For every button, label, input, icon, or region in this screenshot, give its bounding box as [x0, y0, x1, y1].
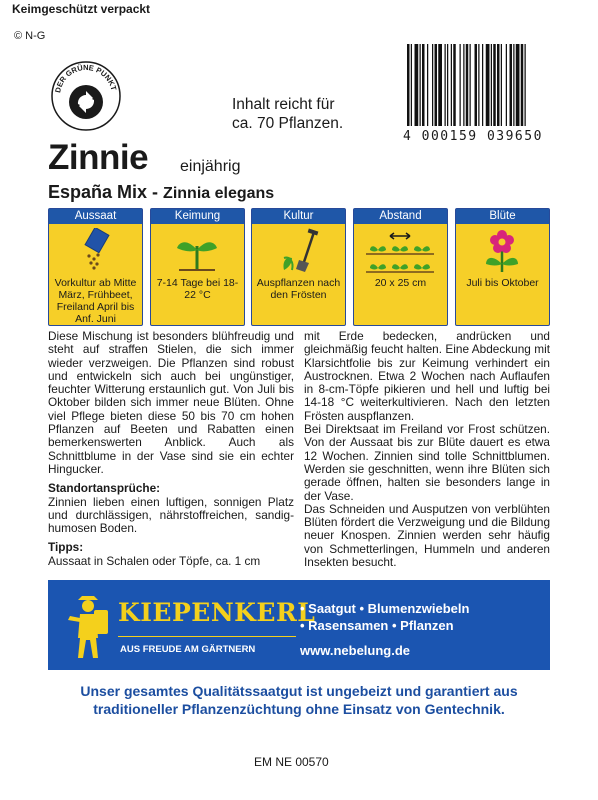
info-box-header: Keimung: [151, 209, 244, 224]
info-boxes: [48, 208, 550, 326]
barcode-bar: [521, 44, 524, 126]
barcode-bar: [497, 44, 500, 126]
info-box-text: Vorkultur ab Mitte März, Frühbeet, Freiland April bis Anf. Juni: [54, 277, 137, 325]
info-box-text: Auspflanzen nach den Frösten: [256, 277, 341, 301]
barcode-bars: [403, 44, 565, 126]
info-box-bluete: [455, 208, 550, 326]
info-box-header: Blüte: [456, 209, 549, 224]
barcode-bar: [475, 44, 478, 126]
barcode-bar: [525, 44, 526, 126]
intro-paragraph: Diese Mischung ist besonders blühfreudig und steht auf straffen Stielen, die sich immer wieder verzweigen. Die Pflanzen sind robust und entwickeln sich auch bei ungünstiger, feuchter Witterung erstaunlich gut. Von Juli bis Oktober bilden sich immer neue Blüten. Ohne viel Pflege bieten diese 50 bis 70 cm hohen Pflanzen auf Beeten und Rabatten einen bemerkenswerten Anblick. Auch als Schnittblume in der Vase sind sie ein echter Hingucker.: [48, 329, 294, 476]
barcode-bar: [422, 44, 425, 126]
barcode-bar: [407, 44, 410, 126]
content-note-line1: Inhalt reicht für: [232, 96, 335, 113]
top-label: Keimgeschützt verpackt: [12, 2, 151, 16]
text-column-right: [304, 330, 550, 569]
barcode-bar: [420, 44, 421, 126]
brand-url[interactable]: www.nebelung.de: [300, 643, 411, 658]
barcode-bar: [506, 44, 507, 126]
info-box-keimung: [150, 208, 245, 326]
flower-icon: [462, 228, 542, 274]
content-note: [232, 95, 343, 133]
info-box-kultur: [251, 208, 346, 326]
seed-packet-icon: [55, 228, 135, 274]
ausputzen-paragraph: Das Schneiden und Ausputzen von verblühten Blüten fördert die Verzweigung und die Bildung neuer Knospen. Zinnien werden sehr häufig von Schmetterlingen, Hummeln und anderen Insekten besucht.: [304, 501, 550, 570]
barcode-bar: [438, 44, 442, 126]
product-list-line1: • Saatgut • Blumenzwiebeln: [300, 601, 470, 616]
info-box-header: Aussaat: [49, 209, 142, 224]
brand-banner: [48, 580, 550, 670]
info-box-header: Abstand: [354, 209, 447, 224]
info-box-text: Juli bis Oktober: [466, 277, 539, 289]
article-code: EM NE 00570: [254, 755, 329, 769]
barcode-number: 4 000159 039650: [403, 129, 543, 144]
kiepenkerl-figure-icon: [64, 592, 116, 662]
info-box-text: 7-14 Tage bei 18-22 °C: [156, 277, 239, 301]
content-note-line2: ca. 70 Pflanzen.: [232, 115, 344, 132]
barcode-bar: [460, 44, 461, 126]
barcode: [403, 44, 565, 142]
barcode-bar: [510, 44, 513, 126]
info-box-text: 20 x 25 cm: [374, 277, 427, 289]
latin-name: Zinnia elegans: [163, 185, 275, 202]
copyright: © N-G: [14, 30, 46, 42]
barcode-bar: [463, 44, 464, 126]
svg-text:DER GRÜNE PUNKT: DER GRÜNE PUNKT: [53, 62, 119, 94]
barcode-bar: [470, 44, 471, 126]
barcode-bar: [478, 44, 479, 126]
info-box-abstand: [353, 208, 448, 326]
product-list-line2: • Rasensamen • Pflanzen: [300, 618, 454, 633]
spade-icon: [258, 228, 338, 274]
standort-paragraph: Zinnien lieben einen luftigen, sonnigen Platz und durchlässigen, nährstoffreichen, sandig-humosen Boden.: [48, 494, 294, 536]
tipps-paragraph: Aussaat in Schalen oder Töpfe, ca. 1 cm: [48, 553, 261, 568]
barcode-bar: [466, 44, 469, 126]
brand-name: KIEPENKERL: [118, 598, 316, 627]
brand-underline: [118, 636, 296, 637]
product-list: [300, 600, 469, 634]
direktsaat-paragraph: Bei Direktsaat im Freiland vor Frost schützen. Von der Aussaat bis zur Blüte dauert es etwa 12 Wochen. Zinnien sind tolle Schnittblumen. Werden sie geschnitten, wenn ihre Blüten sich gerade öffnen, halten sie besonders lange in der Vase.: [304, 422, 550, 503]
barcode-bar: [501, 44, 502, 126]
variety-dash: -: [147, 182, 164, 202]
variety-name: España Mix: [48, 182, 148, 202]
barcode-bar: [482, 44, 483, 126]
page-title: Zinnie: [48, 138, 149, 177]
info-box-aussaat: [48, 208, 143, 326]
barcode-bar: [435, 44, 438, 126]
seedling-icon: [157, 228, 237, 274]
tipps-heading: Tipps:: [48, 540, 84, 555]
barcode-bar: [493, 44, 496, 126]
barcode-bar: [516, 44, 520, 126]
barcode-bar: [427, 44, 428, 126]
info-box-header: Kultur: [252, 209, 345, 224]
brand-tagline: AUS FREUDE AM GÄRTNERN: [120, 644, 256, 655]
barcode-bar: [447, 44, 448, 126]
barcode-bar: [411, 44, 412, 126]
barcode-bar: [491, 44, 492, 126]
barcode-bar: [513, 44, 514, 126]
title-suffix: einjährig: [180, 158, 241, 175]
barcode-bar: [445, 44, 446, 126]
variety-line: [48, 182, 274, 203]
barcode-bar: [432, 44, 433, 126]
barcode-bar: [453, 44, 456, 126]
text-column-left: [48, 330, 294, 568]
barcode-bar: [451, 44, 452, 126]
barcode-bar: [415, 44, 419, 126]
gruener-punkt-logo-icon: [50, 60, 122, 132]
tipps-continued-paragraph: mit Erde bedecken, andrücken und gleichmäßig feucht halten. Eine Abdeckung mit Klarsichtfolie bis zur Keimung verhindert ein Austrocknen. Etwa 2 Wochen nach Auflaufen in 8-cm-Töpfe pikieren und hell und luftig bei 14-18 °C weiterkultivieren. Nach den letzten Frösten auspflanzen.: [304, 329, 550, 423]
barcode-bar: [486, 44, 490, 126]
standort-heading: Standortansprüche:: [48, 481, 161, 496]
quality-statement: Unser gesamtes Qualitätssaatgut ist ungebeizt und garantiert aus traditioneller Pflanzenzüchtung ohne Einsatz von Gentechnik.: [80, 683, 518, 717]
spacing-icon: [360, 228, 440, 274]
